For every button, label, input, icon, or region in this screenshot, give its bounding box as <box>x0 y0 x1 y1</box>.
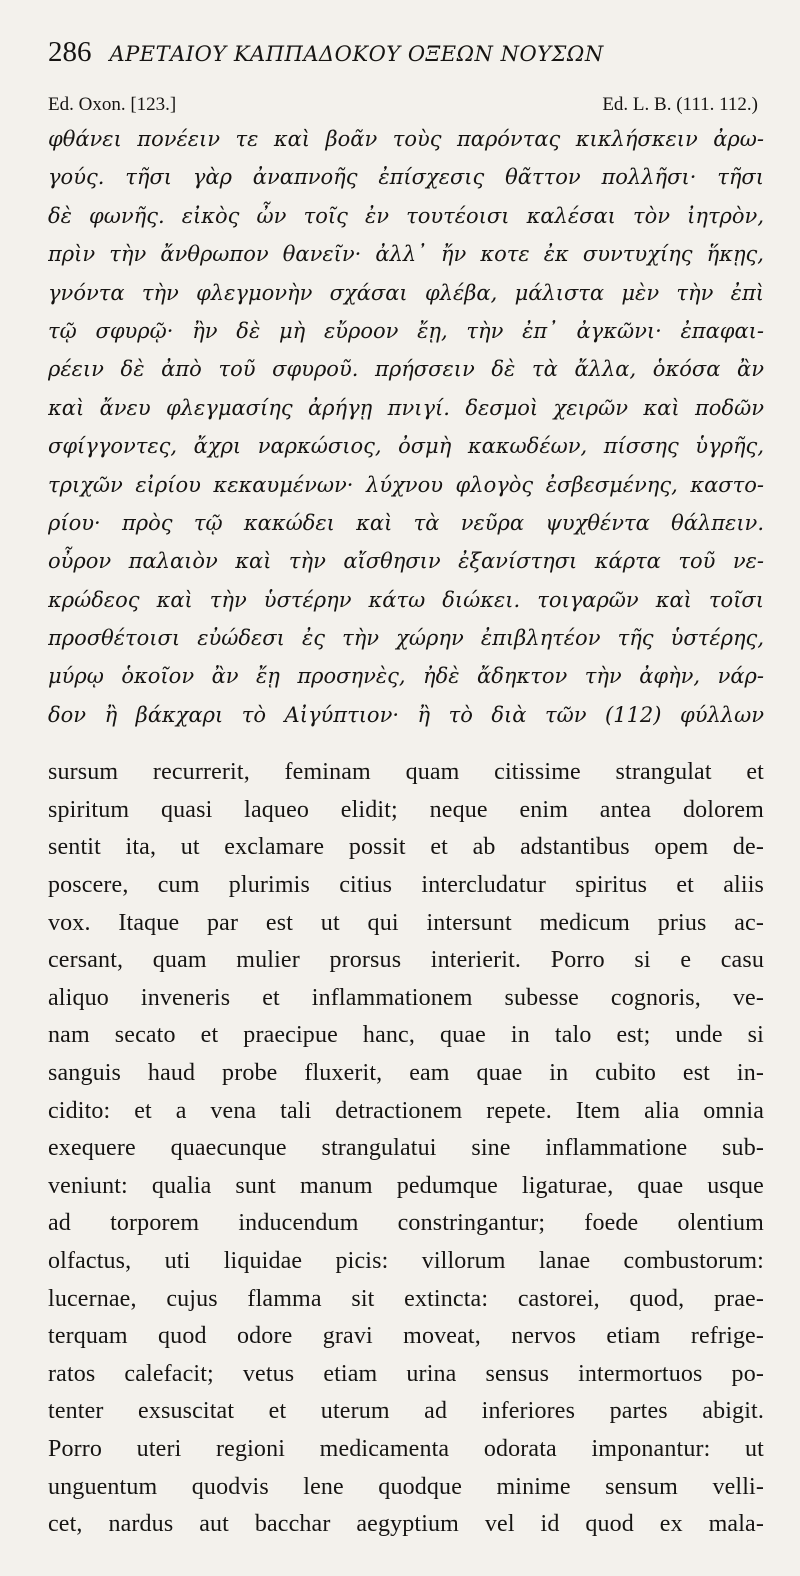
greek-text-line: κρώδεος καὶ τὴν ὑστέρην κάτω διώκει. τοιγαρῶν καὶ τοῖσι <box>48 587 764 612</box>
latin-text-line: sentit ita, ut exclamare possit et ab adstantibus opem de- <box>48 834 764 861</box>
latin-translation <box>48 754 764 1543</box>
latin-text-line: terquam quod odore gravi moveat, nervos etiam refrige- <box>48 1323 764 1350</box>
edition-reference-line <box>48 90 764 120</box>
latin-text-line: veniunt: qualia sunt manum pedumque ligaturae, quae usque <box>48 1172 764 1199</box>
latin-text-line: olfactus, uti liquidae picis: villorum lanae combustorum: <box>48 1247 764 1274</box>
greek-text-line: οὖρον παλαιὸν καὶ τὴν αἴσθησιν ἐξανίστησι κάρτα τοῦ νε- <box>48 549 764 574</box>
latin-text-line: spiritum quasi laqueo elidit; neque enim antea dolorem <box>48 796 764 823</box>
latin-text-line: exequere quaecunque strangulatui sine inflammatione sub- <box>48 1135 764 1162</box>
latin-text-line: lucernae, cujus flamma sit extincta: castorei, quod, prae- <box>48 1285 764 1312</box>
greek-text-line: δὲ φωνῆς. εἰκὸς ὦν τοῖς ἐν τουτέοισι καλέσαι τὸν ἰητρὸν, <box>48 203 764 228</box>
latin-text-line: nam secato et praecipue hanc, quae in talo est; unde si <box>48 1022 764 1049</box>
greek-text-line: δον ἢ βάκχαρι τὸ Αἰγύπτιον· ἢ τὸ διὰ τῶν (112) φύλλων <box>48 702 764 727</box>
latin-text-line: ad torporem inducendum constringantur; foede olentium <box>48 1210 764 1237</box>
edition-right: Ed. L. B. (111. 112.) <box>602 94 758 115</box>
running-title: ΑΡΕΤΑΙΟΥ ΚΑΠΠΑΔΟΚΟΥ ΟΞΕΩΝ ΝΟΥΣΩΝ <box>109 42 604 66</box>
greek-text-line: προσθέτοισι εὐώδεσι ἐς τὴν χώρην ἐπιβλητέον τῆς ὑστέρης, <box>48 626 764 651</box>
greek-text-line: γνόντα τὴν φλεγμονὴν σχάσαι φλέβα, μάλιστα μὲν τὴν ἐπὶ <box>48 280 764 305</box>
running-head <box>48 36 764 88</box>
latin-text-line: sursum recurrerit, feminam quam citissime strangulat et <box>48 759 764 786</box>
latin-text-line: vox. Itaque par est ut qui intersunt medicum prius ac- <box>48 909 764 936</box>
greek-text-line: ρίου· πρὸς τῷ κακώδει καὶ τὰ νεῦρα ψυχθέντα θάλπειν. <box>48 510 764 535</box>
latin-text-line: cet, nardus aut bacchar aegyptium vel id quod ex mala- <box>48 1511 764 1538</box>
latin-text-line: cidito: et a vena tali detractionem repete. Item alia omnia <box>48 1097 764 1124</box>
greek-text-line: φθάνει πονέειν τε καὶ βοᾶν τοὺς παρόντας κικλήσκειν ἀρω- <box>48 127 764 151</box>
section-gap <box>48 734 764 754</box>
latin-text-line: Porro uteri regioni medicamenta odorata imponantur: ut <box>48 1435 764 1462</box>
greek-text-line: πρὶν τὴν ἄνθρωπον θανεῖν· ἀλλ᾽ ἤν κοτε ἐκ συντυχίης ἥκῃς, <box>48 242 764 267</box>
greek-text-line: τῷ σφυρῷ· ἢν δὲ μὴ εὔροον ἔῃ, τὴν ἐπ᾽ ἀγκῶνι· ἐπαφαι- <box>48 318 764 343</box>
greek-text-line: τριχῶν εἰρίου κεκαυμένων· λύχνου φλογὸς ἐσβεσμένης, καστο- <box>48 472 764 497</box>
latin-text-line: ratos calefacit; vetus etiam urina sensus intermortuos po- <box>48 1360 764 1387</box>
greek-text-line: καὶ ἄνευ φλεγμασίης ἀρήγῃ πνιγί. δεσμοὶ χειρῶν καὶ ποδῶν <box>48 395 764 420</box>
greek-text-line: ρέειν δὲ ἀπὸ τοῦ σφυροῦ. πρήσσειν δὲ τὰ ἄλλα, ὁκόσα ἂν <box>48 357 764 382</box>
latin-text-line: tenter exsuscitat et uterum ad inferiores partes abigit. <box>48 1398 764 1425</box>
edition-left: Ed. Oxon. [123.] <box>48 94 177 115</box>
latin-text-line: cersant, quam mulier prorsus interierit. Porro si e casu <box>48 947 764 974</box>
latin-text-line: unguentum quodvis lene quodque minime sensum velli- <box>48 1473 764 1500</box>
greek-text-line: σφίγγοντες, ἄχρι ναρκώσιος, ὀσμὴ κακωδέων, πίσσης ὑγρῆς, <box>48 434 764 459</box>
latin-text-line: poscere, cum plurimis citius intercludatur spiritus et aliis <box>48 872 764 899</box>
latin-text-line: aliquo inveneris et inflammationem subesse cognoris, ve- <box>48 984 764 1011</box>
greek-text <box>48 120 764 734</box>
greek-text-line: γούς. τῆσι γὰρ ἀναπνοῆς ἐπίσχεσις θᾶττον πολλῆσι· τῆσι <box>48 165 764 190</box>
latin-text-line: sanguis haud probe fluxerit, eam quae in cubito est in- <box>48 1060 764 1086</box>
page-number: 286 <box>48 36 92 68</box>
greek-text-line: μύρῳ ὁκοῖον ἂν ἔῃ προσηνὲς, ἠδὲ ἄδηκτον τὴν ἀφὴν, νάρ- <box>48 664 764 689</box>
